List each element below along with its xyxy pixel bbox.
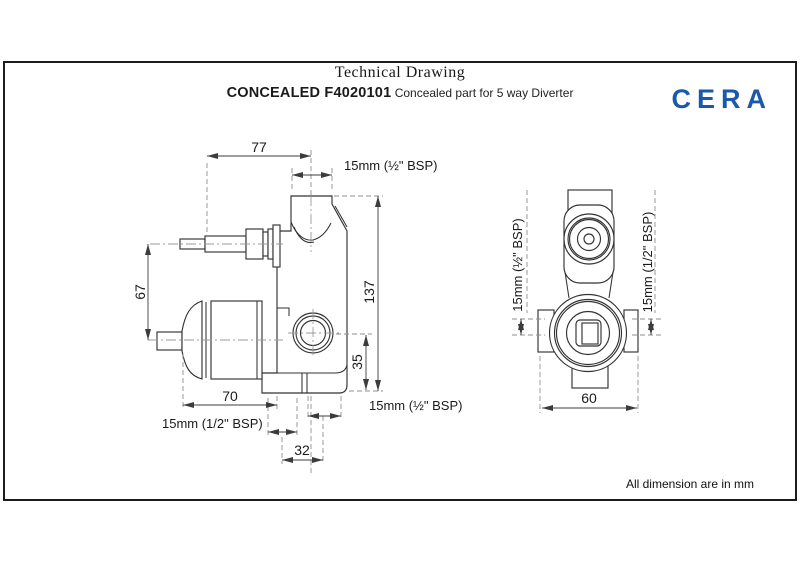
dim-77-label: 77 <box>251 139 267 155</box>
model-number: CONCEALED F4020101 <box>226 85 392 101</box>
dim-width-77 <box>207 139 311 156</box>
dimensions-note: All dimension are in mm <box>625 477 754 491</box>
top-port-label: 15mm (½" BSP) <box>344 158 438 173</box>
dim-137-label: 137 <box>361 280 377 304</box>
dim-right-port-front <box>640 212 655 335</box>
dim-32-label: 32 <box>294 442 310 458</box>
front-view-drawing <box>510 190 663 413</box>
dim-side-port <box>162 416 297 432</box>
dim-outlet-35 <box>349 335 366 390</box>
dim-width-60 <box>542 390 637 408</box>
main-body-front <box>550 295 627 372</box>
dim-left-port-front <box>510 218 525 335</box>
side-port-label: 15mm (1/2" BSP) <box>162 416 263 431</box>
brand-logo: CERA <box>671 84 772 114</box>
front-right-port-label: 15mm (1/2" BSP) <box>640 211 655 313</box>
page-title: Technical Drawing <box>334 64 466 81</box>
dim-35-label: 35 <box>349 354 365 370</box>
dim-top-port <box>292 158 437 175</box>
dim-60-label: 60 <box>581 390 597 406</box>
bottom-port-label: 15mm (½" BSP) <box>369 398 463 413</box>
dim-70-label: 70 <box>222 388 238 404</box>
front-left-port-label: 15mm (½" BSP) <box>510 218 525 312</box>
model-description: Concealed part for 5 way Diverter <box>394 86 574 100</box>
side-view-drawing <box>132 139 462 475</box>
dim-67-label: 67 <box>132 284 148 300</box>
dim-bottom-port <box>308 398 462 416</box>
dim-offset-32 <box>282 442 323 460</box>
dim-offset-67 <box>132 244 148 340</box>
top-port-front <box>564 214 614 264</box>
spindle-assembly <box>180 225 280 267</box>
